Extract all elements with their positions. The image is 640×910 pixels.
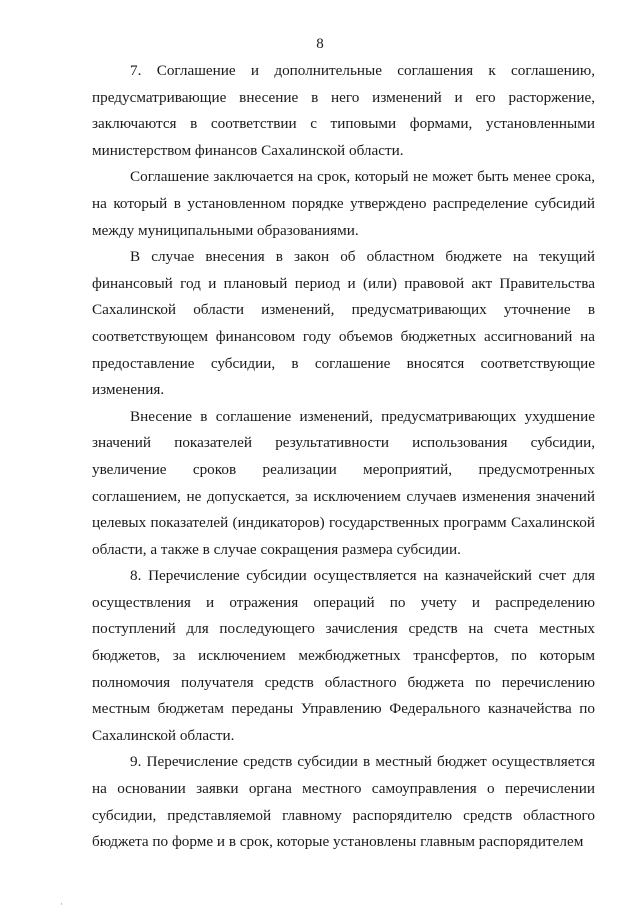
paragraph-treasury-account: 8. Перечисление субсидии осуществляется на казначейский счет для осуществления и отражения операций по учету и распределению поступлений для последующего зачисления средств на счета местных бюджетов, за исключением межбюджетных трансфертов, по которым полномочия получателя средств областного бюджета по перечислению местным бюджетам переданы Управлению Федерального казначейства по Сахалинской области.: [92, 567, 595, 744]
scan-artifact-mark: ·: [60, 900, 63, 910]
page-number: 8: [316, 36, 324, 52]
paragraph-budget-changes: В случае внесения в закон об областном бюджете на текущий финансовый год и плановый период и (или) правовой акт Правительства Сахалинской области изменений, предусматривающих уточнение в соответствующем финансовом году объемов бюджетных ассигнований на предоставление субсидии, в соглашение вносятся соответствующие изменения.: [92, 248, 595, 399]
paragraph-agreement-term: Соглашение заключается на срок, который не может быть менее срока, на который в установленном порядке утверждено распределение субсидий между муниципальными образованиями.: [92, 168, 595, 239]
document-body: [92, 58, 595, 856]
paragraph-agreement-forms: 7. Соглашение и дополнительные соглашения к соглашению, предусматривающие внесение в него изменений и его расторжение, заключаются в соответствии с типовыми формами, установленными министерством финансов Сахалинской области.: [92, 62, 595, 159]
paragraph-subsidy-transfer: 9. Перечисление средств субсидии в местный бюджет осуществляется на основании заявки органа местного самоуправления о перечислении субсидии, представляемой главному распорядителю средств областного бюджета по форме и в срок, которые установлены главным распорядителем: [92, 753, 595, 851]
paragraph-worsening-changes: Внесение в соглашение изменений, предусматривающих ухудшение значений показателей результативности использования субсидии, увеличение сроков реализации мероприятий, предусмотренных соглашением, не допускается, за исключением случаев изменения значений целевых показателей (индикаторов) государственных программ Сахалинской области, а также в случае сокращения размера субсидии.: [92, 407, 595, 558]
